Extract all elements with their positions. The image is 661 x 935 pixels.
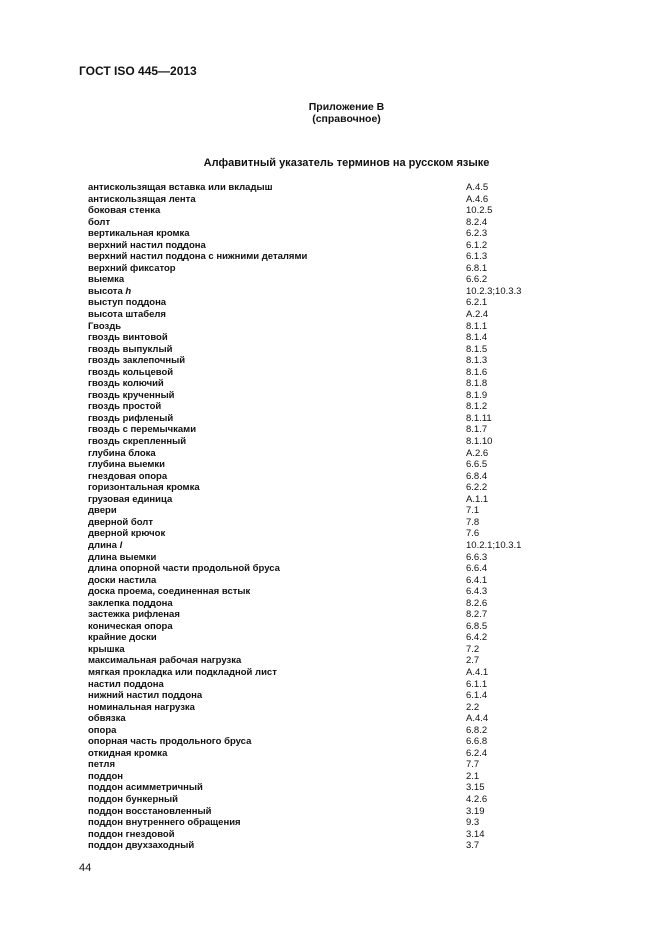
index-entry xyxy=(88,771,588,783)
index-entry xyxy=(88,309,588,321)
index-term: поддон восстановленный xyxy=(88,805,212,817)
index-entry xyxy=(88,702,588,714)
index-term: откидная кромка xyxy=(88,747,168,759)
index-entry xyxy=(88,632,588,644)
index-entry xyxy=(88,217,588,229)
index-entry xyxy=(88,806,588,818)
index-entry xyxy=(88,690,588,702)
index-term: заклепка поддона xyxy=(88,597,173,609)
index-term: доска проема, соединенная встык xyxy=(88,586,251,598)
index-entry xyxy=(88,228,588,240)
index-term: максимальная рабочая нагрузка xyxy=(88,655,242,667)
index-entry xyxy=(88,552,588,564)
index-term: вертикальная кромка xyxy=(88,228,190,240)
index-entry xyxy=(88,344,588,356)
index-entry xyxy=(88,448,588,460)
index-reference: 7.6 xyxy=(466,528,480,540)
index-entry xyxy=(88,817,588,829)
index-term: поддон асимметричный xyxy=(88,782,203,794)
index-term: гвоздь выпуклый xyxy=(88,343,173,355)
index-term: высота штабеля xyxy=(88,309,166,321)
index-reference: 6.8.1 xyxy=(466,262,488,274)
index-entry xyxy=(88,794,588,806)
index-reference: 10.2.3;10.3.3 xyxy=(466,285,522,297)
index-reference: 6.6.5 xyxy=(466,459,488,471)
index-term: гвоздь с перемычками xyxy=(88,424,197,436)
index-reference: 6.8.4 xyxy=(466,470,488,482)
index-reference: 8.2.4 xyxy=(466,216,488,228)
index-term: верхний настил поддона с нижними деталями xyxy=(88,251,308,263)
index-reference: 6.6.3 xyxy=(466,551,488,563)
index-entry xyxy=(88,679,588,691)
index-entry xyxy=(88,355,588,367)
appendix-title: Приложение В xyxy=(308,101,385,113)
index-term: высота h xyxy=(88,285,132,297)
index-term: гнездовая опора xyxy=(88,470,168,482)
index-reference: 6.4.2 xyxy=(466,632,488,644)
index-reference: 8.1.10 xyxy=(466,436,493,448)
index-reference: 6.4.1 xyxy=(466,574,488,586)
index-term: гвоздь простой xyxy=(88,401,162,413)
index-reference: 2.7 xyxy=(466,655,480,667)
index-entry xyxy=(88,482,588,494)
index-reference: 6.1.3 xyxy=(466,251,488,263)
index-reference: 6.2.2 xyxy=(466,482,488,494)
index-entry xyxy=(88,436,588,448)
index-entry xyxy=(88,609,588,621)
index-term: болт xyxy=(88,216,111,228)
index-entry xyxy=(88,586,588,598)
index-term: доски настила xyxy=(88,574,157,586)
index-term: крайние доски xyxy=(88,632,157,644)
index-reference: 7.2 xyxy=(466,643,480,655)
index-term: гвоздь рифленый xyxy=(88,412,174,424)
index-entry xyxy=(88,286,588,298)
index-term: мягкая прокладка или подкладной лист xyxy=(88,666,277,678)
index-term: гвоздь крученный xyxy=(88,389,175,401)
index-term: застежка рифленая xyxy=(88,609,180,621)
appendix-subtitle: (справочное) xyxy=(312,113,381,125)
index-entry xyxy=(88,194,588,206)
index-reference: А.4.4 xyxy=(466,713,489,725)
index-entry xyxy=(88,263,588,275)
index-reference: 9.3 xyxy=(466,817,480,829)
index-reference: 7.7 xyxy=(466,759,480,771)
index-term: Гвоздь xyxy=(88,320,122,332)
appendix-heading xyxy=(0,101,661,125)
index-reference: 8.1.7 xyxy=(466,424,488,436)
term-symbol: l xyxy=(119,539,123,551)
index-term: поддон гнездовой xyxy=(88,828,175,840)
index-entry xyxy=(88,251,588,263)
index-term: выступ поддона xyxy=(88,297,167,309)
index-reference: 8.1.4 xyxy=(466,332,488,344)
index-term: коническая опора xyxy=(88,620,173,632)
index-term: горизонтальная кромка xyxy=(88,482,200,494)
index-term: опора xyxy=(88,724,117,736)
index-term: глубина выемки xyxy=(88,459,166,471)
index-reference: 8.1.11 xyxy=(466,412,492,424)
index-entry xyxy=(88,575,588,587)
index-entry xyxy=(88,494,588,506)
index-term: верхний настил поддона xyxy=(88,239,206,251)
index-term: гвоздь винтовой xyxy=(88,332,168,344)
index-term: длина выемки xyxy=(88,551,157,563)
index-term: длина опорной части продольной бруса xyxy=(88,563,280,575)
index-reference: 6.1.1 xyxy=(466,678,488,690)
index-term: антискользящая вставка или вкладыш xyxy=(88,182,273,193)
index-entry xyxy=(88,736,588,748)
index-term: поддон двухзаходный xyxy=(88,840,195,852)
index-reference: 8.1.3 xyxy=(466,355,488,367)
index-reference: 3.19 xyxy=(466,805,485,817)
index-entry xyxy=(88,840,588,852)
index-reference: 3.14 xyxy=(466,828,485,840)
index-term: гвоздь колючий xyxy=(88,378,164,390)
index-entry xyxy=(88,471,588,483)
index-reference: А.1.1 xyxy=(466,493,489,505)
index-entry xyxy=(88,459,588,471)
index-reference: 8.1.1 xyxy=(466,320,488,332)
index-entry xyxy=(88,401,588,413)
index-entry xyxy=(88,725,588,737)
index-term: гвоздь скрепленный xyxy=(88,436,187,448)
index-entry xyxy=(88,378,588,390)
index-reference: 6.8.5 xyxy=(466,620,488,632)
index-term: дверной крючок xyxy=(88,528,166,540)
index-entry xyxy=(88,759,588,771)
index-reference: 3.15 xyxy=(466,782,485,794)
index-term: гвоздь заклепочный xyxy=(88,355,186,367)
index-reference: 6.2.3 xyxy=(466,228,488,240)
index-reference: 8.1.9 xyxy=(466,389,488,401)
index-term: поддон xyxy=(88,770,124,782)
index-entry xyxy=(88,297,588,309)
index-entry xyxy=(88,182,588,194)
index-entry xyxy=(88,205,588,217)
index-entry xyxy=(88,655,588,667)
index-entry xyxy=(88,517,588,529)
index-entry xyxy=(88,240,588,252)
index-term: опорная часть продольного бруса xyxy=(88,736,252,748)
index-entry xyxy=(88,621,588,633)
index-entry xyxy=(88,274,588,286)
index-reference: 6.1.4 xyxy=(466,690,488,702)
index-entry xyxy=(88,505,588,517)
index-reference: 6.4.3 xyxy=(466,586,488,598)
index-reference: А.2.6 xyxy=(466,447,489,459)
document-header: ГОСТ ISO 445—2013 xyxy=(79,64,197,78)
index-entry xyxy=(88,563,588,575)
index-reference: 7.8 xyxy=(466,516,480,528)
index-reference: 6.2.4 xyxy=(466,747,488,759)
index-reference: 6.6.4 xyxy=(466,563,488,575)
index-reference: 3.7 xyxy=(466,840,480,852)
index-term: поддон внутреннего обращения xyxy=(88,817,241,829)
index-term: верхний фиксатор xyxy=(88,262,176,274)
index-reference: А.2.4 xyxy=(466,309,489,321)
index-reference: А.4.6 xyxy=(466,193,489,205)
index-reference: 7.1 xyxy=(466,505,480,517)
index-reference: А.4.1 xyxy=(466,666,489,678)
index-entry xyxy=(88,782,588,794)
index-term: настил поддона xyxy=(88,678,164,690)
index-reference: 8.2.6 xyxy=(466,597,488,609)
index-term: глубина блока xyxy=(88,447,156,459)
index-title: Алфавитный указатель терминов на русском языке xyxy=(203,157,490,169)
index-entry xyxy=(88,829,588,841)
index-reference: 10.2.5 xyxy=(466,205,493,217)
index-term: дверной болт xyxy=(88,516,153,528)
index-reference: 8.1.2 xyxy=(466,401,488,413)
index-term: боковая стенка xyxy=(88,205,161,217)
index-entry xyxy=(88,332,588,344)
index-reference: 6.2.1 xyxy=(466,297,488,309)
index-entry xyxy=(88,424,588,436)
index-reference: 10.2.1;10.3.1 xyxy=(466,539,522,551)
index-entry xyxy=(88,748,588,760)
index-entry xyxy=(88,390,588,402)
index-entry xyxy=(88,667,588,679)
term-index-list xyxy=(88,182,588,852)
index-reference: 6.6.8 xyxy=(466,736,488,748)
index-term: поддон бункерный xyxy=(88,793,178,805)
index-reference: 2.1 xyxy=(466,770,480,782)
index-reference: 4.2.6 xyxy=(466,793,488,805)
term-symbol: h xyxy=(125,285,132,297)
index-entry xyxy=(88,598,588,610)
index-reference: А.4.5 xyxy=(466,182,489,193)
index-reference: 8.1.6 xyxy=(466,366,488,378)
index-entry xyxy=(88,528,588,540)
index-entry xyxy=(88,321,588,333)
index-entry xyxy=(88,413,588,425)
index-reference: 2.2 xyxy=(466,701,480,713)
index-term: выемка xyxy=(88,274,125,286)
index-entry xyxy=(88,644,588,656)
index-term: грузовая единица xyxy=(88,493,173,505)
index-term: обвязка xyxy=(88,713,126,725)
index-term: петля xyxy=(88,759,116,771)
index-reference: 8.1.8 xyxy=(466,378,488,390)
index-term: гвоздь кольцевой xyxy=(88,366,174,378)
index-entry xyxy=(88,367,588,379)
index-reference: 6.8.2 xyxy=(466,724,488,736)
page-number: 44 xyxy=(79,862,92,874)
index-entry xyxy=(88,713,588,725)
index-reference: 6.6.2 xyxy=(466,274,488,286)
index-term: длина l xyxy=(88,539,123,551)
index-reference: 6.1.2 xyxy=(466,239,488,251)
index-term: номинальная нагрузка xyxy=(88,701,195,713)
index-reference: 8.2.7 xyxy=(466,609,488,621)
index-reference: 8.1.5 xyxy=(466,343,488,355)
index-term: двери xyxy=(88,505,117,517)
index-term: антискользящая лента xyxy=(88,193,196,205)
index-entry xyxy=(88,540,588,552)
index-term: крышка xyxy=(88,643,125,655)
index-term: нижний настил поддона xyxy=(88,690,203,702)
